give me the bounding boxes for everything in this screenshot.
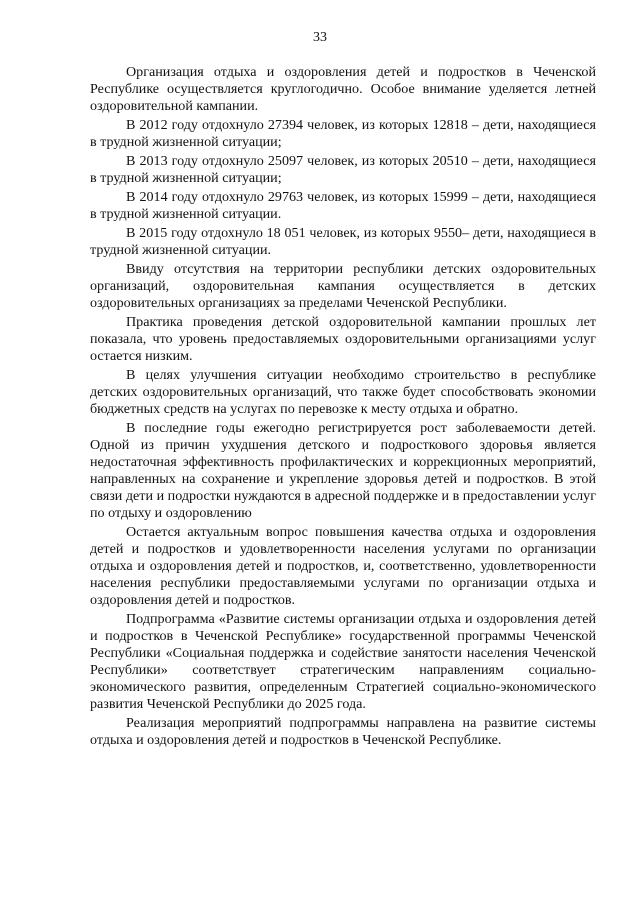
paragraph-practice: Практика проведения детской оздоровительной кампании прошлых лет показала, что уровень предоставляемых оздоровительными организациями услуг остается низким.	[90, 314, 596, 364]
paragraph-no-facilities: Ввиду отсутствия на территории республики детских оздоровительных организаций, оздоровительная кампания осуществляется в детских оздоровительных организациях за пределами Чеченской Республики.	[90, 261, 596, 311]
paragraph-intro: Организация отдыха и оздоровления детей и подростков в Чеченской Республике осуществляется круглогодично. Особое внимание уделяется летней оздоровительной кампании.	[90, 64, 596, 114]
paragraph-construction: В целях улучшения ситуации необходимо строительство в республике детских оздоровительных организаций, что также будет способствовать экономии бюджетных средств на услугах по перевозке к месту отдыха и обратно.	[90, 367, 596, 417]
paragraph-subprogram: Подпрограмма «Развитие системы организации отдыха и оздоровления детей и подростков в Чеченской Республике» государственной программы Чеченской Республики «Социальная поддержка и содействие занятости населения Чеченской Республики» соответствует стратегическим направлениям социально-экономического развития, определенным Стратегией социально-экономического развития Чеченской Республики до 2025 года.	[90, 611, 596, 712]
paragraph-stats-2015: В 2015 году отдохнуло 18 051 человек, из которых 9550– дети, находящиеся в трудной жизненной ситуации.	[90, 225, 596, 258]
page-number: 33	[313, 30, 327, 45]
paragraph-stats-2012: В 2012 году отдохнуло 27394 человек, из которых 12818 – дети, находящиеся в трудной жизненной ситуации;	[90, 117, 596, 150]
paragraph-stats-2014: В 2014 году отдохнуло 29763 человек, из которых 15999 – дети, находящиеся в трудной жизненной ситуации.	[90, 189, 596, 222]
document-body	[90, 64, 596, 751]
paragraph-morbidity: В последние годы ежегодно регистрируется рост заболеваемости детей. Одной из причин ухудшения детского и подросткового здоровья является недостаточная эффективность профилактических и коррекционных мероприятий, направленных на сохранение и укрепление здоровья детей и подростков. В этой связи дети и подростки нуждаются в адресной поддержке и в предоставлении услуг по отдыху и оздоровлению	[90, 420, 596, 521]
paragraph-implementation: Реализация мероприятий подпрограммы направлена на развитие системы отдыха и оздоровления детей и подростков в Чеченской Республике.	[90, 715, 596, 748]
paragraph-stats-2013: В 2013 году отдохнуло 25097 человек, из которых 20510 – дети, находящиеся в трудной жизненной ситуации;	[90, 153, 596, 186]
paragraph-quality: Остается актуальным вопрос повышения качества отдыха и оздоровления детей и подростков и удовлетворенности населения услугами по организации отдыха и оздоровления детей и подростков, и, соответственно, удовлетворенности населения республики предоставляемыми услугами по организации отдыха и оздоровления детей и подростков.	[90, 524, 596, 608]
